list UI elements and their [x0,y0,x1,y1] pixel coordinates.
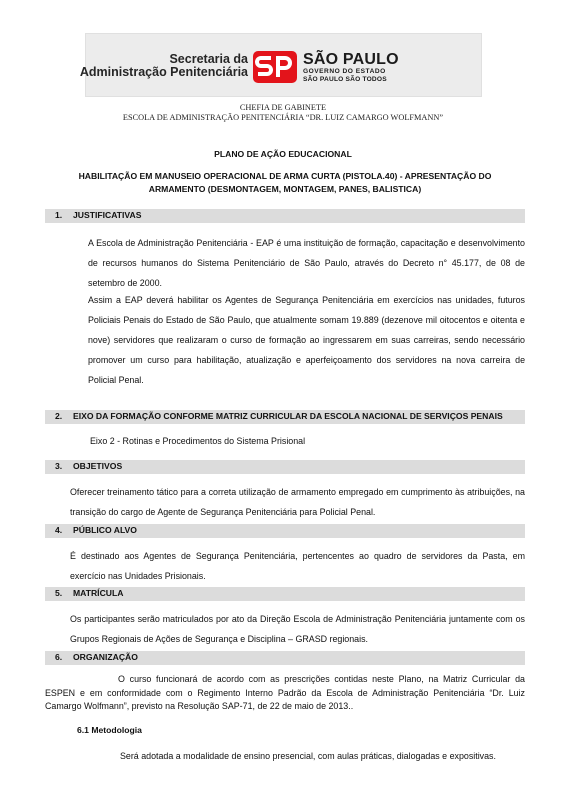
section-4-paragraph: É destinado aos Agentes de Segurança Penitenciária, pertencentes ao quadro de servidores da Pasta, em exercício nas Unidades Prisionais. [70,551,525,581]
section-number: 4. [55,525,63,535]
section-6-header [45,651,525,665]
header-banner [79,33,482,97]
section-6-paragraph: O curso funcionará de acordo com as prescrições contidas neste Plano, na Matriz Curricular da ESPEN e em conformidade com o Regimento Interno Padrão da Escola de Administração Penitenciária “Dr. Luiz Camargo Wolfmann”, previsto na Resolução SAP-71, de 22 de maio de 2013.. [45,674,525,711]
section-number: 5. [55,588,63,598]
section-number: 3. [55,461,63,471]
secretaria-logo-text [80,53,248,79]
section-3-header [45,460,525,474]
secretaria-line2: Administração Penitenciária [79,65,248,79]
section-number: 2. [55,411,63,421]
header-line-2: ESCOLA DE ADMINISTRAÇÃO PENITENCIÁRIA “DR. LUIZ CAMARGO WOLFMANN” [122,113,444,122]
section-number: 6. [55,652,63,662]
section-5-header [45,587,525,601]
section-2-header [45,410,525,424]
sp-subtitle-1: GOVERNO DO ESTADO [303,68,386,75]
sp-title: SÃO PAULO [303,51,399,68]
section-label: OBJETIVOS [73,461,123,471]
section-1-header [45,209,525,223]
section-label: MATRÍCULA [73,588,124,598]
sao-paulo-logo-text [303,52,399,83]
section-1-paragraph-1: A Escola de Administração Penitenciária - EAP é uma instituição de formação, capacitação e desenvolvimento de recursos humanos do Sistema Penitenciário de São Paulo, através do Decreto n° 45.177, de 08 de setembro de 2000. [88,238,525,288]
section-label: JUSTIFICATIVAS [73,210,142,220]
section-label: PÚBLICO ALVO [73,525,137,535]
section-3-paragraph: Oferecer treinamento tático para a correta utilização de armamento empregado em cumprimento às atribuições, na transição do cargo de Agente de Segurança Penitenciária para Policial Penal. [70,487,525,517]
section-number: 1. [55,210,63,220]
subsection-6-1-paragraph: Será adotada a modalidade de ensino presencial, com aulas práticas, dialogadas e expositivas. [120,751,496,761]
header-line-1: CHEFIA DE GABINETE [239,103,327,112]
sp-subtitle-2: SÃO PAULO SÃO TODOS [303,75,387,83]
main-title: HABILITAÇÃO EM MANUSEIO OPERACIONAL DE ARMA CURTA (PISTOLA.40) - APRESENTAÇÃO DO ARMAMENTO (DESMONTAGEM, MONTAGEM, PANES, BALISTICA) [78,171,492,194]
subsection-6-1-heading: 6.1 Metodologia [77,725,142,735]
section-1-paragraph-2: Assim a EAP deverá habilitar os Agentes de Segurança Penitenciária em exercícios nas unidades, futuros Policiais Penais do Estado de São Paulo, que atualmente somam 19.889 (dezenove mil oitocentos e oitenta e nove) servidores que realizaram o curso de formação ao ingressarem em suas carreiras, sendo necessário promover um curso para habilitação, atualização e aperfeiçoamento dos servidores na nova carreira de Policial Penal. [88,295,525,385]
section-4-header [45,524,525,538]
section-label: EIXO DA FORMAÇÃO CONFORME MATRIZ CURRICULAR DA ESCOLA NACIONAL DE SERVIÇOS PENAIS [73,411,503,421]
section-2-paragraph: Eixo 2 - Rotinas e Procedimentos do Sistema Prisional [90,436,306,446]
section-5-paragraph: Os participantes serão matriculados por ato da Direção Escola de Administração Penitenciária juntamente com os Grupos Regionais de Ações de Segurança e Disciplina – GRASD regionais. [70,614,525,644]
plan-title: PLANO DE AÇÃO EDUCACIONAL [214,149,352,159]
secretaria-line1: Secretaria da [169,52,248,66]
section-label: ORGANIZAÇÃO [73,652,138,662]
sao-paulo-logo-icon [253,51,297,83]
